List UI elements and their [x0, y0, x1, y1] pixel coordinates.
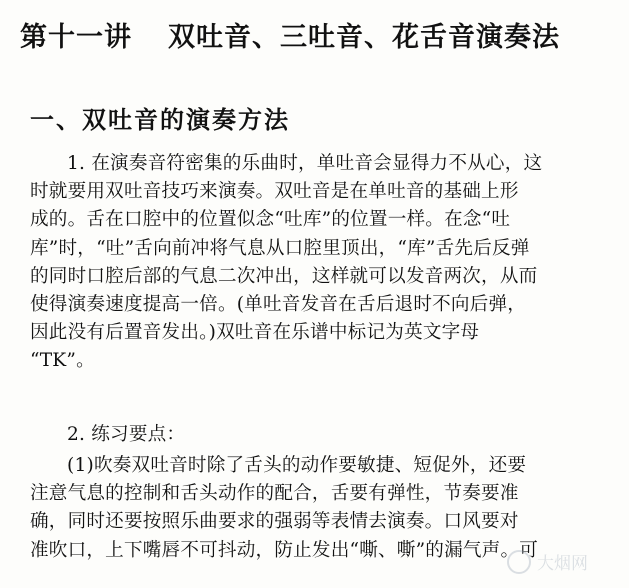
paragraph-line: 库”时，“吐”舌向前冲将气息从口腔里顶出，“库”舌先后反弹	[30, 237, 530, 259]
chapter-number: 第十一讲	[20, 22, 132, 53]
paragraph-line: 注意气息的控制和舌头动作的配合，舌要有弹性，节奏要准	[30, 483, 519, 505]
chapter-title	[20, 18, 620, 58]
paragraph-line: 成的。舌在口腔中的位置似念“吐库”的位置一样。在念“吐	[30, 209, 511, 231]
paragraph-line: 确，同时还要按照乐曲要求的强弱等表情去演奏。口风要对	[30, 511, 519, 533]
chapter-subject: 双吐音、三吐音、花舌音演奏法	[168, 22, 560, 53]
paragraph-line: 准吹口，上下嘴唇不可抖动，防止发出“嘶、嘶”的漏气声。可	[30, 539, 539, 561]
paragraph-line: 使得演奏速度提高一倍。(单吐音发音在舌后退时不向后弹，	[30, 293, 527, 315]
paragraph-2	[30, 421, 615, 449]
paragraph-line: 的同时口腔后部的气息二次冲出，这样就可以发音两次，从而	[30, 265, 538, 287]
paragraph-line: 因此没有后置音发出。)双吐音在乐谱中标记为英文字母	[30, 322, 480, 344]
paragraph-line: “TK”。	[30, 350, 95, 372]
section-heading: 一、双吐音的演奏方法	[30, 105, 290, 134]
paragraph-line: (1)吹奏双吐音时除了舌头的动作要敏捷、短促外，还要	[67, 455, 527, 476]
paragraph-line: 1. 在演奏音符密集的乐曲时，单吐音会显得力不从心，这	[67, 153, 543, 174]
paragraph-line: 时就要用双吐音技巧来演奏。双吐音是在单吐音的基础上形	[30, 181, 519, 203]
paragraph-line: 2. 练习要点：	[67, 424, 186, 445]
watermark-logo	[505, 542, 625, 582]
paragraph-1	[30, 150, 615, 376]
watermark-text: 大烟网	[537, 554, 588, 574]
watermark-ring-icon	[508, 551, 530, 573]
